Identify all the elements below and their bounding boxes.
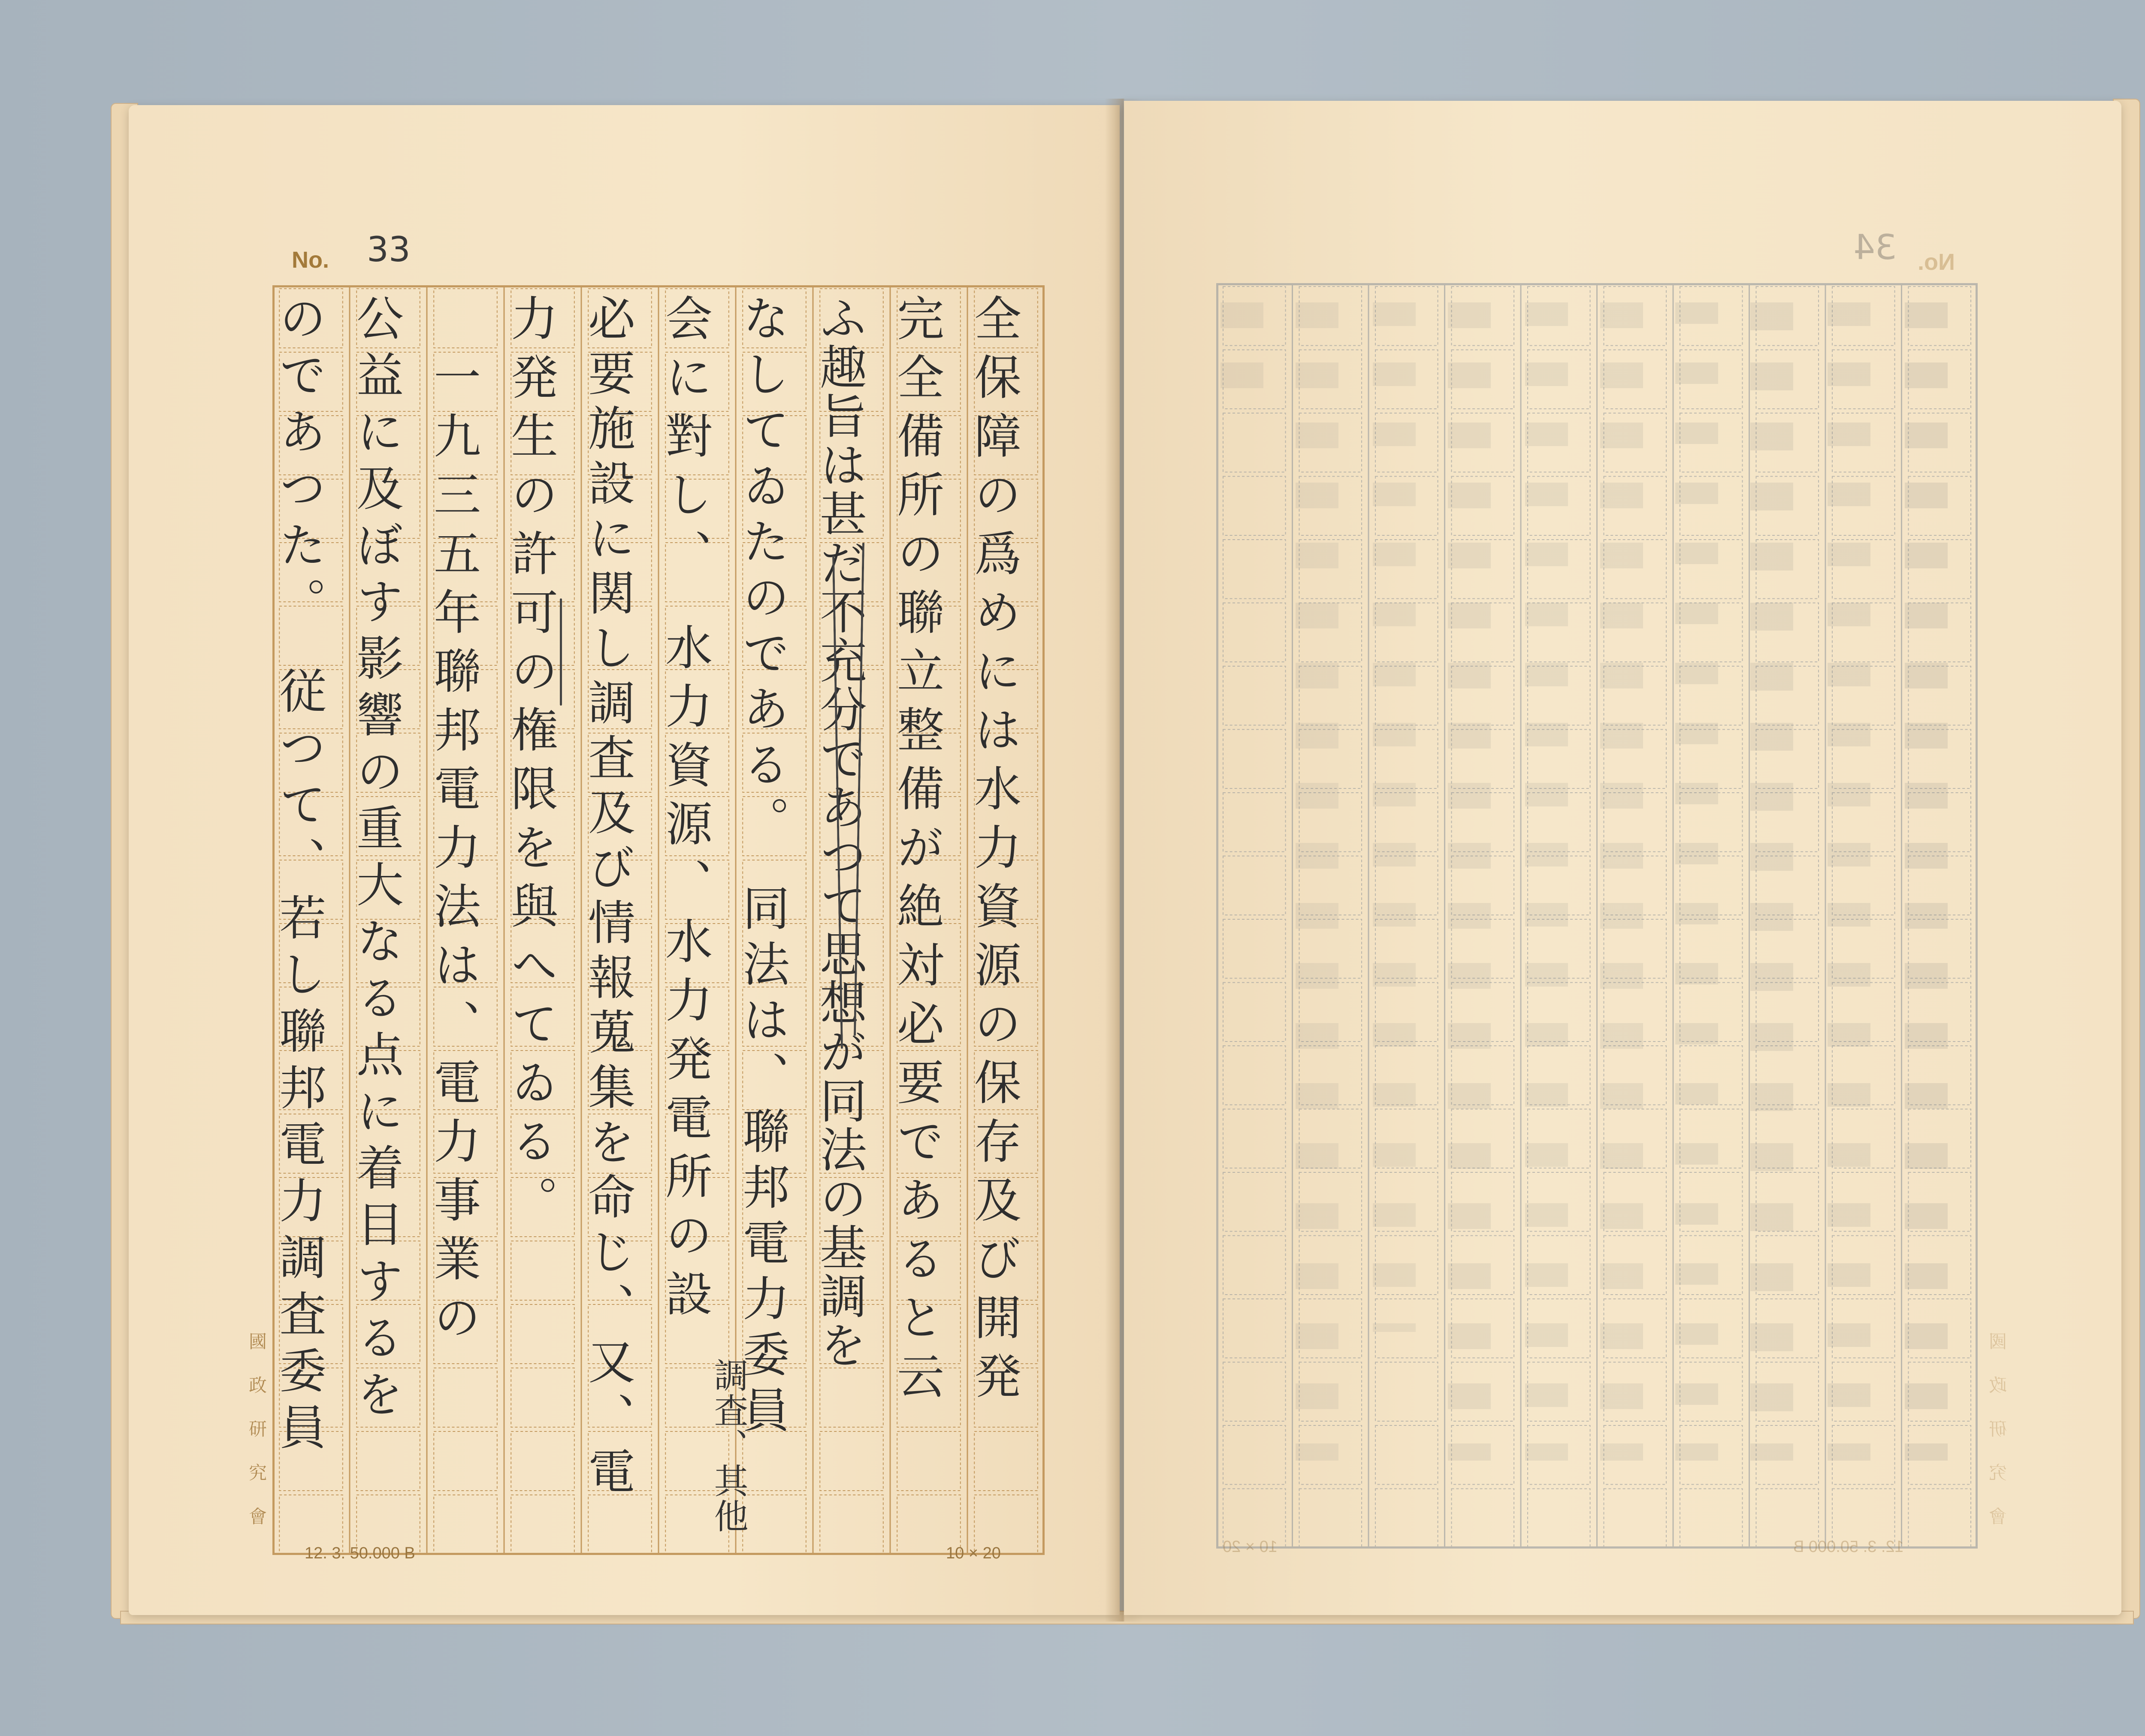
text-column-9: 公益に及ぼす影響の重大なる点に着目するを: [349, 294, 404, 1426]
right-manuscript-page: [1124, 101, 2121, 1615]
grid-cell: [1223, 603, 1286, 662]
bleed-through-column: [1448, 302, 1491, 1461]
grid-cell: [1223, 1046, 1286, 1105]
grid-cell: [1375, 1489, 1438, 1548]
grid-cell: [356, 1431, 420, 1491]
grid-cell: [434, 1431, 497, 1491]
grid-cell: [1680, 1489, 1743, 1548]
bleed-through-column: [1221, 302, 1263, 423]
page-number-label: No.: [1918, 249, 1955, 275]
grid-cell: [974, 1431, 1038, 1491]
margin-annotation: 調査、其他: [708, 1358, 748, 1534]
grid-cell: [1223, 1109, 1286, 1168]
grid-cell: [1223, 730, 1286, 789]
bleed-through-column: [1828, 302, 1870, 1461]
text-column-7: 力発生の許可の権限を與へてゐる。: [503, 294, 558, 1234]
publisher-mark: 國政研究會: [246, 1332, 267, 1551]
grid-cell: [820, 1368, 883, 1427]
grid-cell: [1223, 1236, 1286, 1295]
page-number: 34: [1853, 227, 1897, 267]
publisher-mark: 國政研究會: [1988, 1332, 2009, 1551]
bleed-through-column: [1675, 302, 1718, 1461]
text-column-4: なしてゐたのである。 同法は、聯邦電力委員: [735, 294, 790, 1441]
grid-cell: [511, 1304, 574, 1364]
grid-cell: [1223, 983, 1286, 1042]
grid-cell: [1223, 540, 1286, 599]
page-number: 33: [367, 229, 411, 269]
grid-cell: [1223, 1362, 1286, 1422]
grid-cell: [1908, 1489, 1971, 1548]
grid-cell: [1223, 856, 1286, 915]
grid-cell: [1451, 1489, 1514, 1548]
grid-cell: [1223, 1425, 1286, 1485]
text-column-3: ふ趣旨は甚だ不充分であつて思想が同法の基調を: [812, 294, 867, 1370]
bleed-through-column: [1296, 302, 1338, 1461]
bleed-through-column: [1750, 302, 1793, 1461]
footer-code: 12. 3. 50.000 B: [1793, 1538, 1904, 1556]
text-column-2: 完全備所の聯立整備が絶対必要であると云: [889, 294, 944, 1410]
bleed-through-column: [1525, 302, 1568, 1461]
grid-cell: [1528, 1489, 1590, 1548]
text-column-6: 必要施設に関し調査及び情報蒐集を命じ、又、電: [580, 294, 635, 1502]
grid-cell: [1223, 919, 1286, 978]
grid-cell: [1375, 1425, 1438, 1485]
grid-cell: [511, 1368, 574, 1427]
grid-cell: [1223, 666, 1286, 725]
grid-cell: [1223, 793, 1286, 852]
grid-cell: [897, 1431, 961, 1491]
grid-cell: [1299, 1489, 1362, 1548]
grid-cell: [434, 1368, 497, 1427]
grid-cell: [820, 1495, 883, 1554]
footer-code: 12. 3. 50.000 B: [305, 1544, 415, 1562]
grid-cell: [511, 1495, 574, 1554]
grid-size-label: 10 × 20: [1223, 1538, 1278, 1556]
bleed-through-column: [1600, 302, 1643, 1461]
strike-through-line: [560, 598, 562, 706]
grid-size-label: 10 × 20: [946, 1544, 1001, 1562]
text-column-1: 全保障の爲めには水力資源の保存及び開発: [967, 294, 1021, 1410]
text-column-8: 一九三五年聯邦電力法は、電力事業の: [426, 294, 481, 1352]
bleed-through-column: [1905, 302, 1948, 1461]
grid-cell: [511, 1431, 574, 1491]
bleed-through-column: [1373, 302, 1416, 1332]
grid-cell: [1375, 1362, 1438, 1422]
text-column-10: のであつた。 従つて、若し聯邦電力調査委員: [272, 294, 326, 1459]
grid-cell: [1223, 477, 1286, 536]
grid-cell: [1223, 1299, 1286, 1358]
grid-cell: [588, 1495, 652, 1554]
text-column-5: 会に對し、 水力資源、水力発電所の設: [658, 294, 713, 1328]
left-manuscript-page: [129, 105, 1120, 1615]
grid-cell: [820, 1431, 883, 1491]
grid-cell: [434, 1495, 497, 1554]
grid-cell: [1223, 1172, 1286, 1232]
page-number-label: No.: [292, 247, 329, 273]
grid-cell: [511, 1241, 574, 1300]
grid-cell: [1604, 1489, 1666, 1548]
